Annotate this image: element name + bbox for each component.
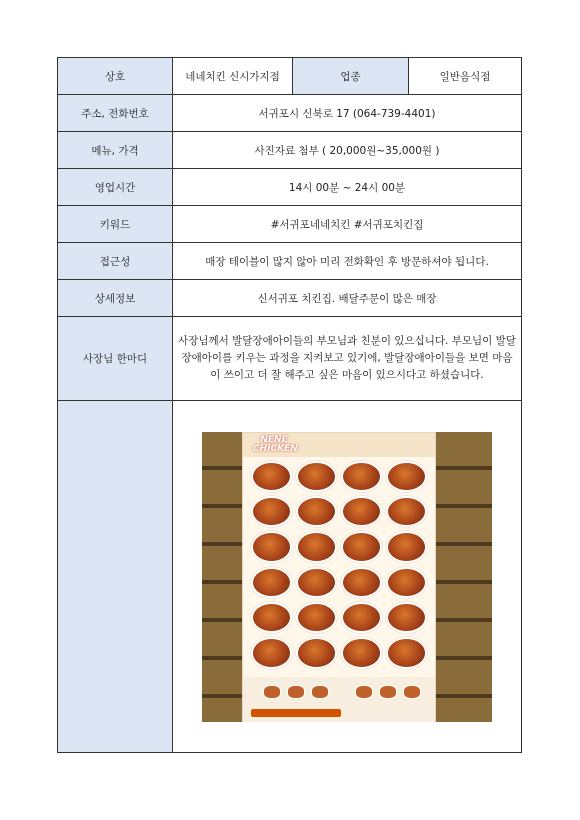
detail-label: 상세정보 xyxy=(58,280,173,317)
chicken-dish-image xyxy=(386,461,427,492)
chicken-dish-image xyxy=(386,531,427,562)
chicken-dish-image xyxy=(251,461,292,492)
address-value: 서귀포시 신북로 17 (064-739-4401) xyxy=(173,95,522,132)
side-dish-icon xyxy=(287,685,305,699)
poster-footer xyxy=(243,677,435,722)
side-dish-icon xyxy=(355,685,373,699)
access-label: 접근성 xyxy=(58,243,173,280)
chicken-dish-image xyxy=(296,637,337,668)
store-info-table xyxy=(57,57,522,753)
poster-footer-banner xyxy=(251,709,341,717)
access-value: 매장 테이블이 많지 않아 미리 전화확인 후 방문하셔야 됩니다. xyxy=(173,243,522,280)
chicken-dish-image xyxy=(251,602,292,633)
chicken-dish-image xyxy=(341,496,382,527)
keyword-value: #서귀포네네치킨 #서귀포치킨집 xyxy=(173,206,522,243)
menu-value: 사진자료 첨부 ( 20,000원~35,000원 ) xyxy=(173,132,522,169)
hours-value: 14시 00분 ~ 24시 00분 xyxy=(173,169,522,206)
photo-label-cell xyxy=(58,401,173,753)
menu-photo xyxy=(202,432,492,722)
chicken-dish-image xyxy=(341,461,382,492)
chicken-dish-image xyxy=(341,637,382,668)
poster-header xyxy=(243,433,435,457)
side-dish-icon xyxy=(379,685,397,699)
owner-comment-value: 사장님께서 발달장애아이들의 부모님과 친분이 있으십니다. 부모님이 발달장애아이를 키우는 과정을 지켜보고 있기에, 발달장애아이들을 보면 마음이 쓰이고 더 잘 해주고 싶은 마음이 있으시다고 하셨습니다. xyxy=(173,317,522,401)
detail-value: 신서귀포 치킨집. 배달주문이 많은 매장 xyxy=(173,280,522,317)
chicken-dish-image xyxy=(386,496,427,527)
chicken-dish-image xyxy=(386,602,427,633)
chicken-dish-image xyxy=(251,637,292,668)
dish-grid xyxy=(251,461,427,669)
chicken-dish-image xyxy=(296,461,337,492)
chicken-dish-image xyxy=(296,602,337,633)
keyword-label: 키워드 xyxy=(58,206,173,243)
chicken-dish-image xyxy=(251,531,292,562)
photo-cell xyxy=(173,401,522,753)
side-dish-icon xyxy=(311,685,329,699)
chicken-dish-image xyxy=(251,496,292,527)
side-dish-icon xyxy=(403,685,421,699)
address-label: 주소, 전화번호 xyxy=(58,95,173,132)
menu-label: 메뉴, 가격 xyxy=(58,132,173,169)
store-name-value: 네네치킨 신시가지점 xyxy=(173,58,293,95)
chicken-dish-image xyxy=(341,602,382,633)
chicken-dish-image xyxy=(341,567,382,598)
business-type-label: 업종 xyxy=(293,58,409,95)
chicken-dish-image xyxy=(296,531,337,562)
poster-logo: NENE CHICKEN xyxy=(253,434,298,454)
owner-comment-label: 사장님 한마디 xyxy=(58,317,173,401)
menu-poster xyxy=(242,432,436,722)
hours-label: 영업시간 xyxy=(58,169,173,206)
chicken-dish-image xyxy=(386,567,427,598)
side-dish-icon xyxy=(263,685,281,699)
store-name-label: 상호 xyxy=(58,58,173,95)
chicken-dish-image xyxy=(386,637,427,668)
chicken-dish-image xyxy=(341,531,382,562)
chicken-dish-image xyxy=(296,567,337,598)
chicken-dish-image xyxy=(296,496,337,527)
business-type-value: 일반음식점 xyxy=(409,58,522,95)
chicken-dish-image xyxy=(251,567,292,598)
